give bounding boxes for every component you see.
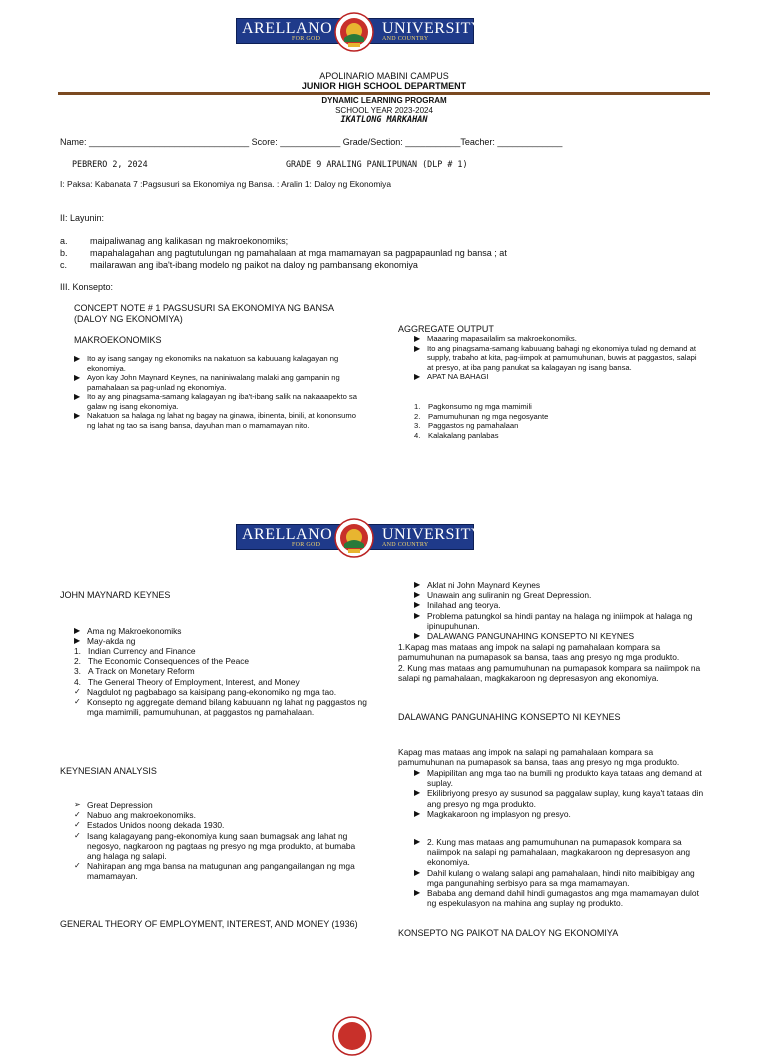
- paksa: I: Paksa: Kabanata 7 :Pagsusuri sa Ekonomiya ng Bansa. : Aralin 1: Daloy ng Ekonomiya: [60, 179, 391, 189]
- list-key: 2.: [74, 656, 81, 667]
- paikot-heading: KONSEPTO NG PAIKOT NA DALOY NG EKONOMIYA: [398, 928, 619, 938]
- check-icon: ✓: [74, 861, 81, 871]
- list-item-text: Maaaring mapasailalim sa makroekonomiks.: [427, 334, 577, 343]
- list-item: [414, 334, 704, 344]
- logo-motto-left: FOR GOD: [292, 36, 321, 42]
- list-item-text: Problema patungkol sa hindi pantay na halaga ng iniimpok at halaga ng ipinupuhunan.: [427, 610, 693, 631]
- list-item: [414, 788, 706, 808]
- list-item: [74, 392, 362, 411]
- list-item-text: Kalakalang panlabas: [428, 430, 499, 440]
- list-item: [414, 421, 694, 431]
- layunin-key: a.: [60, 236, 68, 246]
- check-icon: ✓: [74, 697, 81, 707]
- list-item-text: Magkakaroon ng implasyon ng presyo.: [427, 808, 571, 819]
- logo-motto-right: AND COUNTRY: [382, 542, 429, 548]
- arrow-bullet-icon: ▶: [414, 808, 421, 818]
- list-item: [74, 831, 364, 862]
- aggregate-list: [414, 334, 704, 382]
- list-item-text: Nagdulot ng pagbabago sa kaisipang pang-ekonomiko ng mga tao.: [87, 687, 337, 697]
- list-item: [414, 402, 694, 412]
- analysis-list: [74, 800, 364, 882]
- list-item-text: Ama ng Makroekonomiks: [87, 626, 182, 636]
- list-item: [414, 809, 706, 819]
- effects-list: [414, 768, 706, 819]
- list-item-text: Ekilibriyong presyo ay susunod sa paggalaw suplay, kung kaya't tataas din ang presyo ng mga produkto.: [427, 788, 704, 809]
- arrow-bullet-icon: ▶: [74, 411, 81, 420]
- layunin-heading: II: Layunin:: [60, 213, 105, 223]
- list-item-text: Nabuo ang makroekonomiks.: [87, 810, 196, 821]
- logo-right-text: UNIVERSITY: [382, 526, 483, 543]
- arrow-bullet-icon: ▶: [414, 590, 421, 600]
- arrow-bullet-icon: ▶: [414, 768, 421, 777]
- list-item: [74, 626, 374, 636]
- aggregate-heading: AGGREGATE OUTPUT: [398, 324, 494, 334]
- list-item-text: DALAWANG PANGUNAHING KONSEPTO NI KEYNES: [427, 631, 635, 642]
- list-item-text: Indian Currency and Finance: [88, 646, 196, 656]
- list-item: [414, 837, 706, 868]
- concept-title: CONCEPT NOTE # 1 PAGSUSURI SA EKONOMIYA NG BANSA: [74, 303, 335, 313]
- list-item: [74, 636, 374, 646]
- quarter: IKATLONG MARKAHAN: [340, 115, 428, 125]
- keynes-paragraph-1: 1.Kapag mas mataas ang impok na salapi ng pamahalaan kompara sa pamumuhunan na pumapasok sa bansa, taas ang presyo ng mga produkto.: [398, 642, 680, 663]
- list-item-text: Aklat ni John Maynard Keynes: [427, 580, 541, 590]
- university-seal-icon: [334, 12, 374, 52]
- layunin-text: mailarawan ang iba't-ibang modelo ng paikot na daloy ng pambansang ekonomiya: [90, 260, 418, 270]
- list-key: 1.: [414, 402, 421, 411]
- arrow-bullet-icon: ▶: [74, 354, 81, 363]
- arrow-bullet-icon: ▶: [414, 343, 421, 353]
- check-icon: ✓: [74, 687, 81, 696]
- layunin-key: c.: [60, 260, 68, 270]
- list-item-text: The General Theory of Employment, Interest, and Money: [88, 676, 300, 687]
- keynes-paragraph-2: 2. Kung mas mataas ang pamumuhunan na pumapasok kompara sa naiimpok na salapi ng pamahalaan, magkakaroon ng depresasyon ang ekonomiya.: [398, 663, 701, 684]
- list-item-text: Ayon kay John Maynard Keynes, na naniniwalang malaki ang gampanin ng pamahalaan sa pag-unlad ng ekonomiya.: [87, 373, 340, 392]
- keynes-checks: [74, 687, 374, 718]
- list-item: [414, 600, 706, 610]
- keynes-paragraph-3: Kapag mas mataas ang impok na salapi ng pamahalaan kompara sa pamumuhunan na pumapasok sa bansa, taas ang presyo ng mga produkto.: [398, 747, 680, 768]
- layunin-item: [60, 248, 660, 260]
- arrow-bullet-icon: ▶: [74, 626, 81, 635]
- arrow-bullet-icon: ▶: [414, 631, 421, 641]
- list-item: [414, 580, 706, 590]
- konsepto-heading: III. Konsepto:: [60, 282, 114, 292]
- general-theory-heading: GENERAL THEORY OF EMPLOYMENT, INTEREST, AND MONEY (1936): [60, 919, 358, 929]
- list-item-text: Dahil kulang o walang salapi ang pamahalaan, hindi nito maibibigay ang mga pangunahing serbisyo para sa mga mamamayan.: [427, 867, 695, 888]
- arrow-bullet-icon: ▶: [414, 867, 421, 877]
- list-item-text: Ito ay isang sangay ng ekonomiks na nakatuon sa kabuuang kalagayan ng ekonomiya.: [87, 354, 339, 373]
- makro-heading: MAKROEKONOMIKS: [74, 335, 162, 345]
- list-item-text: Pamumuhunan ng mga negosyante: [428, 411, 549, 421]
- list-key: 1.: [74, 646, 81, 656]
- list-item-text: Nahirapan ang mga bansa na matugunan ang pangangailangan ng mga mamamayan.: [87, 861, 355, 882]
- list-item-text: Unawain ang suliranin ng Great Depression.: [427, 590, 592, 601]
- list-item: [74, 697, 374, 717]
- lesson-date: PEBRERO 2, 2024: [72, 159, 148, 169]
- keynes-books: [74, 646, 374, 687]
- list-item-text: Bababa ang demand dahil hindi gumagastos ang mga mamamayan dulot ng espekulasyon na mahina ang suplay ng produkto.: [427, 888, 699, 909]
- program-name: DYNAMIC LEARNING PROGRAM: [321, 96, 447, 105]
- list-item-text: Ito ay ang pinagsama-samang kalagayan ng iba't-ibang salik na nakaaapekto sa galaw ng isang ekonomiya.: [87, 392, 357, 411]
- list-item-text: A Track on Monetary Reform: [88, 666, 195, 677]
- list-item-text: Ito ang pinagsama-samang kabuuang bahagi ng ekonomiya tulad ng demand at supply, trabaho at kita, pag-iimpok at pamumuhunan, buwis at paggastos, salapi at presyo, at iba pang panukat sa kalagayan ng isang bansa.: [427, 343, 697, 372]
- effects-list-2: [414, 837, 706, 908]
- check-icon: ✓: [74, 830, 81, 840]
- list-item-text: Paggastos ng pamahalaan: [428, 421, 519, 430]
- list-item: [414, 412, 694, 422]
- general-theory-list: [414, 580, 706, 641]
- list-item: [414, 372, 704, 382]
- university-logo: [236, 518, 483, 554]
- list-key: 4.: [414, 430, 421, 440]
- bahagi-list: [414, 402, 694, 440]
- list-item: [414, 868, 706, 888]
- school-year: SCHOOL YEAR 2023-2024: [335, 106, 433, 115]
- lesson-subject: GRADE 9 ARALING PANLIPUNAN (DLP # 1): [286, 159, 468, 169]
- list-item-text: The Economic Consequences of the Peace: [88, 656, 250, 667]
- list-item: [74, 656, 374, 666]
- list-item-text: Isang kalagayang pang-ekonomiya kung saan bumagsak ang lahat ng negosyo, nagkaroon ng pagtaas ng presyo ng mga produkto, at bumaba ang halaga ng salapi.: [87, 830, 356, 862]
- arrow-bullet-icon: ▶: [414, 580, 421, 589]
- list-item-text: Great Depression: [87, 800, 153, 810]
- layunin-list: [60, 236, 660, 272]
- list-item-text: Nakatuon sa halaga ng lahat ng bagay na ginawa, ibinenta, binili, at kononsumo ng lahat ng tao sa isang bansa, dayuhan man o mamamayan nito.: [87, 411, 356, 430]
- student-info-line: Name: ________________________________ Score: ____________ Grade/Section: ___________Teacher: _____________: [60, 137, 563, 147]
- arrow-bullet-icon: ▶: [414, 837, 421, 846]
- layunin-item: [60, 236, 660, 248]
- logo-right-text: UNIVERSITY: [382, 20, 483, 37]
- list-item: [414, 611, 706, 631]
- department-name: JUNIOR HIGH SCHOOL DEPARTMENT: [301, 81, 467, 91]
- list-item: [74, 646, 374, 656]
- list-item-text: Estados Unidos noong dekada 1930.: [87, 820, 225, 831]
- arrow-bullet-icon: ▶: [414, 610, 421, 620]
- keynesian-analysis-heading: KEYNESIAN ANALYSIS: [60, 766, 157, 776]
- list-item: [414, 888, 706, 908]
- list-item: [414, 344, 704, 373]
- arrow-bullet-icon: ▶: [414, 334, 421, 343]
- logo-motto-left: FOR GOD: [292, 542, 321, 548]
- list-key: 3.: [414, 421, 421, 430]
- list-item: [74, 861, 364, 881]
- logo-motto-right: AND COUNTRY: [382, 36, 429, 42]
- logo-left-text: ARELLANO: [242, 526, 333, 543]
- keynes-heading: JOHN MAYNARD KEYNES: [60, 590, 171, 600]
- header-rule: [58, 92, 710, 95]
- list-item: [74, 354, 362, 373]
- list-item: [74, 810, 364, 820]
- list-key: 2.: [414, 411, 421, 421]
- list-item-text: Mapipilitan ang mga tao na bumili ng produkto kaya tataas ang demand at suplay.: [427, 768, 702, 789]
- concept-subtitle: (DALOY NG EKONOMIYA): [74, 314, 183, 324]
- list-item: [414, 631, 706, 641]
- arrow-bullet-icon: ▶: [74, 392, 81, 401]
- check-icon: ✓: [74, 820, 81, 830]
- chevron-bullet-icon: ➢: [74, 800, 81, 809]
- arrow-bullet-icon: ▶: [414, 888, 421, 898]
- keynes-arrows: [74, 626, 374, 646]
- list-item: [74, 373, 362, 392]
- makro-list: [74, 354, 362, 430]
- list-key: 3.: [74, 666, 81, 677]
- layunin-key: b.: [60, 248, 68, 258]
- layunin-text: maipaliwanag ang kalikasan ng makroekonomiks;: [90, 236, 289, 246]
- list-item: [74, 411, 362, 430]
- arrow-bullet-icon: ▶: [414, 788, 421, 798]
- list-item-text: May-akda ng: [87, 636, 136, 647]
- list-item-text: Konsepto ng aggregate demand bilang kabuuann ng lahat ng paggastos ng mga mamimili, pamumuhunan, at paggastos ng pamahalaan.: [87, 697, 367, 718]
- list-item-text: APAT NA BAHAGI: [427, 372, 489, 381]
- arrow-bullet-icon: ▶: [414, 600, 421, 610]
- campus-name: APOLINARIO MABINI CAMPUS: [319, 71, 449, 81]
- university-seal-icon: [332, 1016, 372, 1056]
- list-item: [74, 687, 374, 697]
- list-item-text: Inilahad ang teorya.: [427, 600, 501, 611]
- arrow-bullet-icon: ▶: [414, 372, 421, 381]
- list-item: [74, 820, 364, 830]
- logo-left-text: ARELLANO: [242, 20, 333, 37]
- university-logo: [236, 12, 483, 48]
- list-item-text: 2. Kung mas mataas ang pamumuhunan na pumapasok kompara sa naiimpok na salapi ng pamahalaan, magkakaroon ng depresasyon ang ekonomiya.: [427, 837, 691, 868]
- layunin-item: [60, 260, 660, 272]
- layunin-text: mapahalagahan ang pagtutulungan ng pamahalaan at mga mamamayan sa pagpapaunlad ng bansa ; at: [90, 248, 507, 258]
- list-item: [74, 666, 374, 676]
- list-key: 4.: [74, 676, 81, 687]
- list-item: [414, 768, 706, 788]
- university-seal-icon: [334, 518, 374, 558]
- list-item: [414, 431, 694, 441]
- list-item: [74, 800, 364, 810]
- list-item-text: Pagkonsumo ng mga mamimili: [428, 402, 532, 411]
- dalawang-konsepto-heading: DALAWANG PANGUNAHING KONSEPTO NI KEYNES: [398, 712, 621, 722]
- list-item: [74, 677, 374, 687]
- check-icon: ✓: [74, 810, 81, 820]
- list-item: [414, 590, 706, 600]
- arrow-bullet-icon: ▶: [74, 636, 81, 646]
- arrow-bullet-icon: ▶: [74, 373, 81, 382]
